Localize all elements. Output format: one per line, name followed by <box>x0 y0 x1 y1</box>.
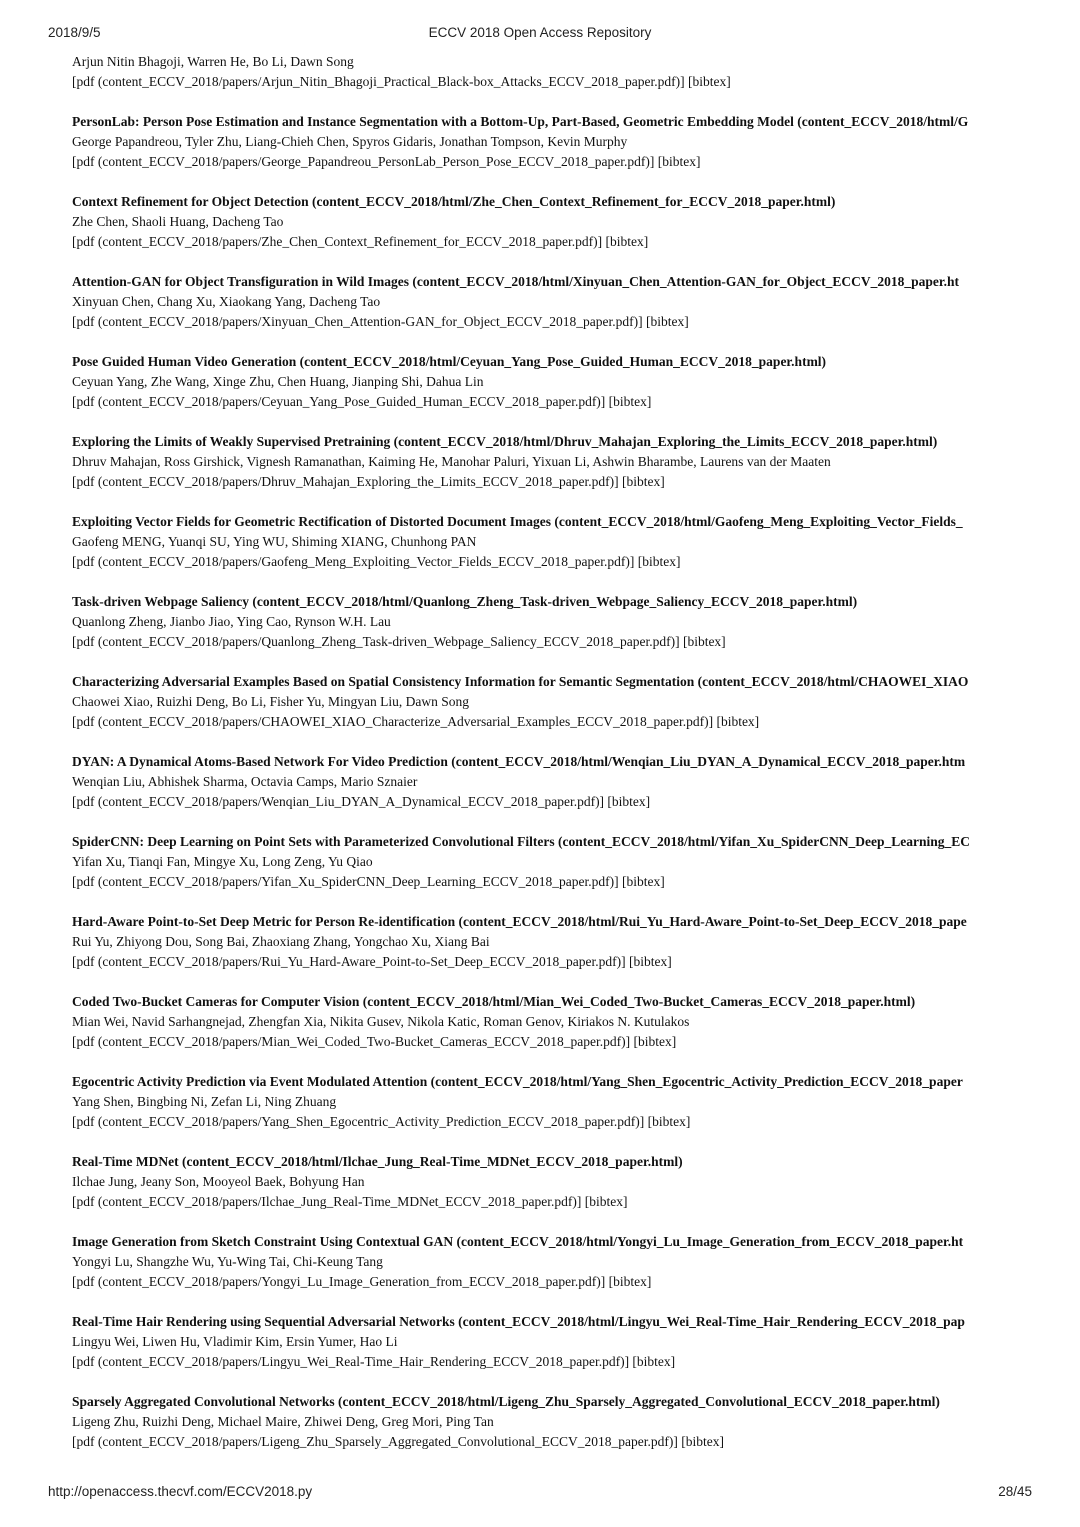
paper-authors: Dhruv Mahajan, Ross Girshick, Vignesh Ramanathan, Kaiming He, Manohar Paluri, Yixuan Li, Ashwin Bharambe, Laurens van der Maaten <box>72 454 831 469</box>
paper-entry <box>72 112 1032 172</box>
paper-authors: Yifan Xu, Tianqi Fan, Mingye Xu, Long Zeng, Yu Qiao <box>72 854 373 869</box>
paper-entry <box>72 832 1032 892</box>
paper-links[interactable]: [pdf (content_ECCV_2018/papers/Ligeng_Zhu_Sparsely_Aggregated_Convolutional_ECCV_2018_paper.pdf)] [bibtex] <box>72 1434 724 1449</box>
paper-list <box>72 52 1032 1472</box>
print-header <box>48 25 1032 45</box>
paper-authors: Rui Yu, Zhiyong Dou, Song Bai, Zhaoxiang Zhang, Yongchao Xu, Xiang Bai <box>72 934 490 949</box>
paper-links[interactable]: [pdf (content_ECCV_2018/papers/Zhe_Chen_Context_Refinement_for_ECCV_2018_paper.pdf)] [bibtex] <box>72 234 649 249</box>
paper-links[interactable]: [pdf (content_ECCV_2018/papers/Gaofeng_Meng_Exploiting_Vector_Fields_ECCV_2018_paper.pdf)] [bibtex] <box>72 554 681 569</box>
paper-authors: Lingyu Wei, Liwen Hu, Vladimir Kim, Ersin Yumer, Hao Li <box>72 1334 398 1349</box>
paper-links[interactable]: [pdf (content_ECCV_2018/papers/Dhruv_Mahajan_Exploring_the_Limits_ECCV_2018_paper.pdf)] [bibtex] <box>72 474 665 489</box>
paper-title[interactable]: Real-Time MDNet (content_ECCV_2018/html/Ilchae_Jung_Real-Time_MDNet_ECCV_2018_paper.html) <box>72 1154 683 1169</box>
paper-authors: Quanlong Zheng, Jianbo Jiao, Ying Cao, Rynson W.H. Lau <box>72 614 391 629</box>
paper-links[interactable]: [pdf (content_ECCV_2018/papers/Ilchae_Jung_Real-Time_MDNet_ECCV_2018_paper.pdf)] [bibtex] <box>72 1194 628 1209</box>
paper-title[interactable]: Image Generation from Sketch Constraint Using Contextual GAN (content_ECCV_2018/html/Yongyi_Lu_Image_Generation_from_ECCV_2018_paper.ht <box>72 1234 964 1249</box>
paper-title[interactable]: SpiderCNN: Deep Learning on Point Sets with Parameterized Convolutional Filters (content_ECCV_2018/html/Yifan_Xu_SpiderCNN_Deep_Learning_EC <box>72 834 970 849</box>
paper-title[interactable]: Sparsely Aggregated Convolutional Networks (content_ECCV_2018/html/Ligeng_Zhu_Sparsely_Aggregated_Convolutional_ECCV_2018_paper.html) <box>72 1394 940 1409</box>
paper-authors: Ceyuan Yang, Zhe Wang, Xinge Zhu, Chen Huang, Jianping Shi, Dahua Lin <box>72 374 484 389</box>
paper-links[interactable]: [pdf (content_ECCV_2018/papers/George_Papandreou_PersonLab_Person_Pose_ECCV_2018_paper.pdf)] [bibtex] <box>72 154 701 169</box>
paper-authors: Ilchae Jung, Jeany Son, Mooyeol Baek, Bohyung Han <box>72 1174 365 1189</box>
paper-links[interactable]: [pdf (content_ECCV_2018/papers/CHAOWEI_XIAO_Characterize_Adversarial_Examples_ECCV_2018_paper.pdf)] [bibtex] <box>72 714 760 729</box>
paper-title[interactable]: Attention-GAN for Object Transfiguration in Wild Images (content_ECCV_2018/html/Xinyuan_Chen_Attention-GAN_for_Object_ECCV_2018_paper.ht <box>72 274 960 289</box>
paper-authors: Chaowei Xiao, Ruizhi Deng, Bo Li, Fisher Yu, Mingyan Liu, Dawn Song <box>72 694 469 709</box>
paper-entry <box>72 512 1032 572</box>
paper-links[interactable]: [pdf (content_ECCV_2018/papers/Yang_Shen_Egocentric_Activity_Prediction_ECCV_2018_paper.pdf)] [bibtex] <box>72 1114 691 1129</box>
paper-links[interactable]: [pdf (content_ECCV_2018/papers/Wenqian_Liu_DYAN_A_Dynamical_ECCV_2018_paper.pdf)] [bibtex] <box>72 794 651 809</box>
paper-title[interactable]: Exploiting Vector Fields for Geometric Rectification of Distorted Document Images (content_ECCV_2018/html/Gaofeng_Meng_Exploiting_Vector_Fields_ <box>72 514 963 529</box>
paper-authors: Arjun Nitin Bhagoji, Warren He, Bo Li, Dawn Song <box>72 54 354 69</box>
paper-entry <box>72 592 1032 652</box>
paper-authors: Gaofeng MENG, Yuanqi SU, Ying WU, Shiming XIANG, Chunhong PAN <box>72 534 477 549</box>
paper-entry <box>72 52 1032 92</box>
paper-links[interactable]: [pdf (content_ECCV_2018/papers/Xinyuan_Chen_Attention-GAN_for_Object_ECCV_2018_paper.pdf)] [bibtex] <box>72 314 689 329</box>
paper-authors: George Papandreou, Tyler Zhu, Liang-Chieh Chen, Spyros Gidaris, Jonathan Tompson, Kevin Murphy <box>72 134 628 149</box>
paper-title[interactable]: PersonLab: Person Pose Estimation and Instance Segmentation with a Bottom-Up, Part-Based, Geometric Embedding Model (content_ECCV_2018/html/G <box>72 114 969 129</box>
paper-entry <box>72 672 1032 732</box>
print-page-title: ECCV 2018 Open Access Repository <box>428 25 652 40</box>
paper-links[interactable]: [pdf (content_ECCV_2018/papers/Rui_Yu_Hard-Aware_Point-to-Set_Deep_ECCV_2018_paper.pdf)] [bibtex] <box>72 954 672 969</box>
paper-entry <box>72 752 1032 812</box>
paper-entry <box>72 272 1032 332</box>
paper-authors: Zhe Chen, Shaoli Huang, Dacheng Tao <box>72 214 284 229</box>
paper-title[interactable]: Hard-Aware Point-to-Set Deep Metric for Person Re-identification (content_ECCV_2018/html/Rui_Yu_Hard-Aware_Point-to-Set_Deep_ECCV_2018_pape <box>72 914 967 929</box>
paper-title[interactable]: Exploring the Limits of Weakly Supervised Pretraining (content_ECCV_2018/html/Dhruv_Mahajan_Exploring_the_Limits_ECCV_2018_paper.html) <box>72 434 938 449</box>
paper-authors: Wenqian Liu, Abhishek Sharma, Octavia Camps, Mario Sznaier <box>72 774 418 789</box>
paper-title[interactable]: Real-Time Hair Rendering using Sequential Adversarial Networks (content_ECCV_2018/html/Lingyu_Wei_Real-Time_Hair_Rendering_ECCV_2018_pap <box>72 1314 965 1329</box>
paper-authors: Xinyuan Chen, Chang Xu, Xiaokang Yang, Dacheng Tao <box>72 294 381 309</box>
print-date: 2018/9/5 <box>48 25 101 40</box>
paper-authors: Ligeng Zhu, Ruizhi Deng, Michael Maire, Zhiwei Deng, Greg Mori, Ping Tan <box>72 1414 494 1429</box>
paper-entry <box>72 1392 1032 1452</box>
paper-links[interactable]: [pdf (content_ECCV_2018/papers/Ceyuan_Yang_Pose_Guided_Human_ECCV_2018_paper.pdf)] [bibtex] <box>72 394 652 409</box>
paper-links[interactable]: [pdf (content_ECCV_2018/papers/Lingyu_Wei_Real-Time_Hair_Rendering_ECCV_2018_paper.pdf)] [bibtex] <box>72 1354 676 1369</box>
print-footer <box>48 1484 1032 1504</box>
paper-title[interactable]: Characterizing Adversarial Examples Based on Spatial Consistency Information for Semantic Segmentation (content_ECCV_2018/html/CHAOWEI_XIAO <box>72 674 969 689</box>
paper-authors: Mian Wei, Navid Sarhangnejad, Zhengfan Xia, Nikita Gusev, Nikola Katic, Roman Genov, Kiriakos N. Kutulakos <box>72 1014 690 1029</box>
paper-entry <box>72 1232 1032 1292</box>
paper-links[interactable]: [pdf (content_ECCV_2018/papers/Yongyi_Lu_Image_Generation_from_ECCV_2018_paper.pdf)] [bibtex] <box>72 1274 652 1289</box>
paper-title[interactable]: Task-driven Webpage Saliency (content_ECCV_2018/html/Quanlong_Zheng_Task-driven_Webpage_Saliency_ECCV_2018_paper.html) <box>72 594 858 609</box>
paper-links[interactable]: [pdf (content_ECCV_2018/papers/Quanlong_Zheng_Task-driven_Webpage_Saliency_ECCV_2018_paper.pdf)] [bibtex] <box>72 634 726 649</box>
paper-entry <box>72 1152 1032 1212</box>
paper-entry <box>72 192 1032 252</box>
paper-links[interactable]: [pdf (content_ECCV_2018/papers/Mian_Wei_Coded_Two-Bucket_Cameras_ECCV_2018_paper.pdf)] [bibtex] <box>72 1034 677 1049</box>
paper-entry <box>72 432 1032 492</box>
paper-entry <box>72 1072 1032 1132</box>
paper-title[interactable]: Pose Guided Human Video Generation (content_ECCV_2018/html/Ceyuan_Yang_Pose_Guided_Human_ECCV_2018_paper.html) <box>72 354 827 369</box>
page-number: 28/45 <box>998 1484 1032 1499</box>
paper-links[interactable]: [pdf (content_ECCV_2018/papers/Yifan_Xu_SpiderCNN_Deep_Learning_ECCV_2018_paper.pdf)] [bibtex] <box>72 874 665 889</box>
print-url: http://openaccess.thecvf.com/ECCV2018.py <box>48 1484 313 1499</box>
paper-title[interactable]: Egocentric Activity Prediction via Event Modulated Attention (content_ECCV_2018/html/Yang_Shen_Egocentric_Activity_Prediction_ECCV_2018_paper <box>72 1074 963 1089</box>
paper-entry <box>72 352 1032 412</box>
paper-title[interactable]: DYAN: A Dynamical Atoms-Based Network For Video Prediction (content_ECCV_2018/html/Wenqian_Liu_DYAN_A_Dynamical_ECCV_2018_paper.htm <box>72 754 966 769</box>
paper-authors: Yang Shen, Bingbing Ni, Zefan Li, Ning Zhuang <box>72 1094 337 1109</box>
paper-entry <box>72 1312 1032 1372</box>
paper-authors: Yongyi Lu, Shangzhe Wu, Yu-Wing Tai, Chi-Keung Tang <box>72 1254 383 1269</box>
paper-title[interactable]: Context Refinement for Object Detection (content_ECCV_2018/html/Zhe_Chen_Context_Refinement_for_ECCV_2018_paper.html) <box>72 194 836 209</box>
paper-entry <box>72 992 1032 1052</box>
paper-entry <box>72 912 1032 972</box>
paper-title[interactable]: Coded Two-Bucket Cameras for Computer Vision (content_ECCV_2018/html/Mian_Wei_Coded_Two-Bucket_Cameras_ECCV_2018_paper.html) <box>72 994 916 1009</box>
paper-links[interactable]: [pdf (content_ECCV_2018/papers/Arjun_Nitin_Bhagoji_Practical_Black-box_Attacks_ECCV_2018_paper.pdf)] [bibtex] <box>72 74 731 89</box>
